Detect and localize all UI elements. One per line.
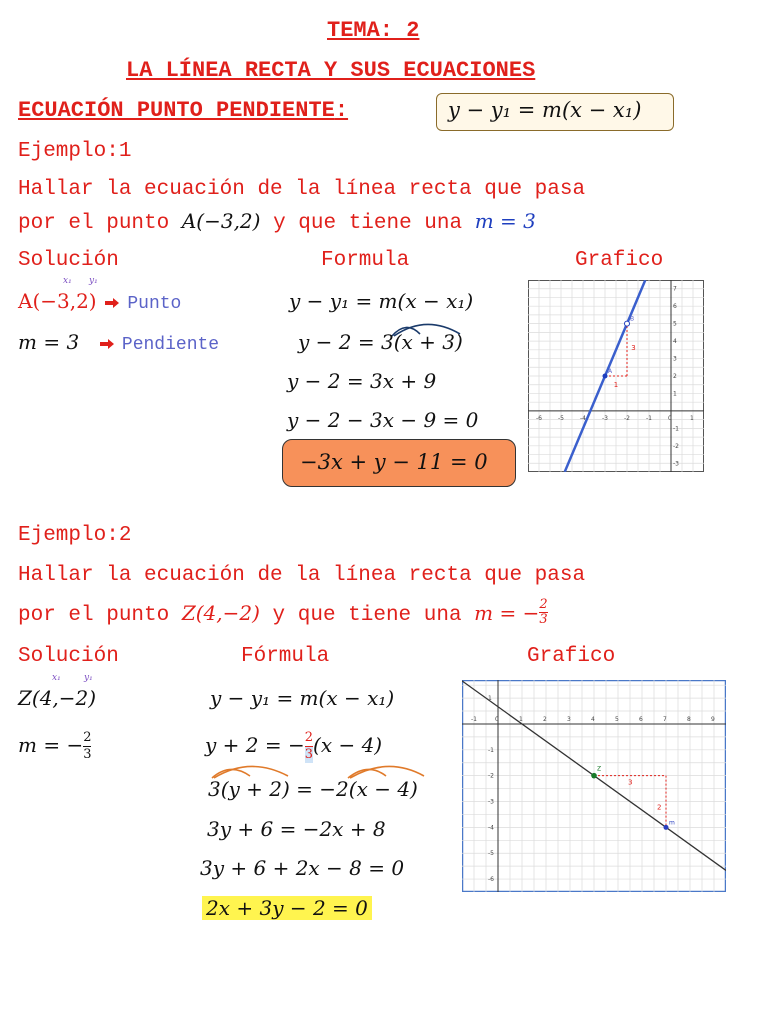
rise-label: 2: [657, 803, 662, 812]
solution-point-row: [18, 289, 181, 314]
example2-graph: [462, 680, 726, 892]
y-tick-label: -1: [488, 746, 494, 754]
example2-statement-line1: Hallar la ecuación de la línea recta que pasa: [18, 564, 586, 587]
example1-label: Ejemplo:1: [18, 140, 132, 163]
point-slope-formula: y − y₁ = m(x − x₁): [448, 98, 642, 122]
x-tick-label: 5: [615, 715, 619, 723]
run-label: 1: [613, 380, 619, 389]
example2-statement-line2: [18, 597, 548, 629]
x-tick-label: 6: [639, 715, 643, 723]
x-tick-label: -2: [624, 414, 630, 422]
x-tick-label: -4: [580, 414, 586, 422]
ex2-step-2-left: y + 2 = −: [205, 733, 305, 757]
y-tick-label: -3: [673, 460, 679, 468]
x-tick-label: -1: [646, 414, 652, 422]
y-tick-label: -2: [673, 442, 679, 450]
y-tick-label: 1: [673, 390, 677, 398]
statement-mid: y que tiene una: [273, 212, 463, 235]
example1-point: A(−3,2): [181, 209, 261, 233]
point-a-label: A: [608, 368, 613, 375]
y-tick-label: 2: [673, 373, 677, 380]
right-arrow-icon: [100, 339, 114, 349]
sol-slope-den: 3: [83, 747, 92, 762]
x-tick-label: 3: [567, 715, 571, 723]
y-tick-label: -3: [488, 798, 494, 806]
example1-slope: m = 3: [474, 209, 536, 233]
ex2-step-2-right: (x − 4): [313, 733, 383, 757]
x-tick-label: -1: [471, 715, 477, 723]
ex1-result: −3x + y − 11 = 0: [300, 450, 488, 474]
y-tick-label: 3: [673, 355, 677, 363]
sol-slope-prefix: m = −: [18, 733, 84, 757]
x-tick-label: 7: [663, 715, 667, 723]
section-title-text: ECUACIÓN PUNTO PENDIENTE: [18, 98, 335, 123]
y-tick-label: 1: [488, 695, 492, 703]
section-colon: :: [334, 98, 349, 123]
ex1-step-4: [287, 408, 478, 432]
point-z: [591, 773, 597, 779]
ex2-step-2: [205, 730, 382, 763]
y-tick-label: -6: [488, 876, 494, 884]
point-b: [625, 321, 630, 326]
point-z-label: Z: [597, 765, 602, 773]
x-tick-label: 0: [668, 414, 672, 422]
ex2-step-2-den: 3: [304, 747, 314, 762]
x-tick-label: -6: [536, 414, 542, 422]
solution-slope: m = 3: [18, 330, 80, 354]
x-tick-label: 4: [591, 715, 595, 723]
slope-den: 3: [539, 612, 548, 627]
y-tick-label: -4: [488, 824, 494, 832]
ex2-solution-slope: [18, 730, 91, 763]
x-tick-label: 1: [519, 715, 523, 723]
ex2-result: 2x + 3y − 2 = 0: [202, 896, 372, 920]
ex1-step-3: y − 2 = 3x + 9: [287, 369, 437, 393]
topic-title: TEMA: 2: [327, 18, 420, 43]
example1-col-formula: Formula: [321, 249, 410, 272]
x-tick-label: -3: [602, 414, 608, 422]
ex1-step-1: y − y₁ = m(x − x₁): [289, 289, 474, 313]
y-tick-label: 5: [673, 320, 677, 328]
x-tick-label: 2: [543, 715, 547, 723]
y1-tag: y₁: [89, 276, 98, 286]
point-m: [664, 825, 669, 830]
ex2-solution-point: Z(4,−2): [18, 686, 97, 710]
ex2-step-4: 3y + 6 = −2x + 8: [207, 817, 386, 841]
example2-label: Ejemplo:2: [18, 524, 132, 547]
section-title: [18, 98, 348, 123]
example1-col-graph: Grafico: [575, 249, 664, 272]
slope-prefix: m = −: [474, 601, 540, 625]
example1-col-solution: Solución: [18, 249, 119, 272]
ex2-step-3: 3(y + 2) = −2(x − 4): [208, 777, 418, 801]
example1-statement-line1: Hallar la ecuación de la línea recta que pasa: [18, 178, 586, 201]
x-tick-label: 8: [687, 715, 691, 723]
statement-mid: y que tiene una: [272, 604, 462, 627]
ex1-step-4-text: y − 2 − 3x − 9 = 0: [287, 408, 479, 432]
x-tick-label: 1: [690, 414, 694, 422]
y1-tag: y₁: [84, 673, 93, 683]
y-tick-label: -1: [673, 425, 679, 433]
example2-col-formula: Fórmula: [241, 645, 330, 668]
point-b-label: B: [630, 315, 635, 323]
solution-point-label: Punto: [127, 294, 182, 314]
statement-prefix: por el punto: [18, 604, 170, 627]
example2-slope: [474, 597, 548, 627]
y-tick-label: -2: [488, 772, 494, 780]
example2-col-graph: Grafico: [527, 645, 616, 668]
rise-label: 3: [631, 343, 636, 352]
example1-statement-line2: [18, 209, 536, 235]
x1-tag: x₁: [63, 276, 72, 286]
solution-point: A(−3,2): [18, 289, 97, 313]
y-tick-label: 7: [673, 285, 677, 293]
y-tick-label: 6: [673, 303, 677, 311]
ex2-step-2-num: 2: [304, 730, 314, 745]
x-tick-label: 0: [495, 715, 499, 723]
right-arrow-icon: [105, 298, 119, 308]
point-a: [603, 374, 608, 379]
sol-slope-num: 2: [83, 730, 92, 745]
main-title: LA LÍNEA RECTA Y SUS ECUACIONES: [126, 58, 536, 83]
ex2-step-5: 3y + 6 + 2x − 8 = 0: [200, 856, 405, 880]
statement-prefix: por el punto: [18, 212, 170, 235]
x1-tag: x₁: [52, 673, 61, 683]
ex1-step-2: y − 2 = 3(x + 3): [298, 330, 463, 354]
solution-slope-row: [18, 330, 219, 355]
ex2-step-1: y − y₁ = m(x − x₁): [210, 686, 395, 710]
point-m-label: m: [669, 819, 675, 827]
example2-col-solution: Solución: [18, 645, 119, 668]
run-label: 3: [628, 778, 633, 787]
slope-num: 2: [539, 597, 548, 612]
x-tick-label: 9: [711, 715, 715, 723]
solution-slope-label: Pendiente: [121, 335, 220, 355]
y-tick-label: 4: [673, 338, 677, 346]
y-tick-label: -5: [488, 850, 494, 858]
x-tick-label: -5: [558, 414, 564, 422]
example2-point: Z(4,−2): [181, 601, 260, 625]
example1-graph: [528, 280, 704, 472]
